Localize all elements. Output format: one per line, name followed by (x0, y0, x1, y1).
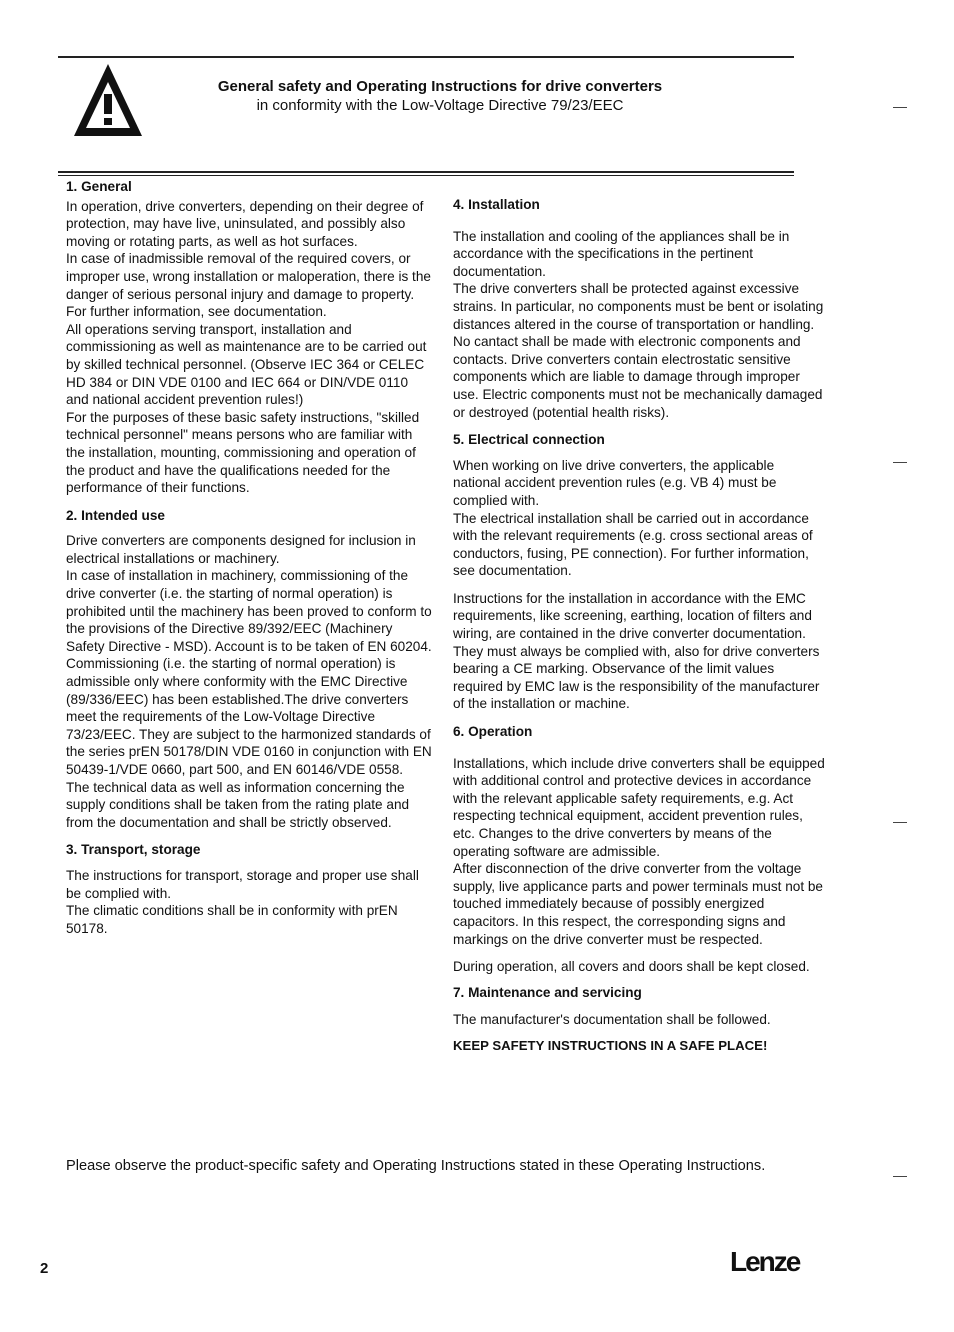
header-rule-lower (58, 175, 794, 176)
paragraph: The electrical installation shall be carried out in accordance with the relevant requirements (e.g. cross sectional areas of conductors, fusing, PE connection). For further information, see documentation. (453, 510, 813, 579)
section-heading-electrical-connection: 5. Electrical connection (453, 432, 605, 448)
paragraph: All operations serving transport, installation and commissioning as well as maintenance are to be carried out by skilled technical personnel. (Observe IEC 364 or CELEC HD 384 or DIN VDE 0100 and IEC 664 or DIN/VDE 0110 and national accident prevention rules!) (66, 321, 427, 408)
paragraph: The instructions for transport, storage and proper use shall be complied with. (66, 867, 419, 901)
left-column (66, 178, 434, 937)
paragraph: In operation, drive converters, depending on their degree of protection, may have live, uninsulated, and possibly also moving or rotating parts, as well as hot surfaces. (66, 198, 424, 249)
section-heading-general: 1. General (66, 179, 132, 194)
keep-safety-notice: KEEP SAFETY INSTRUCTIONS IN A SAFE PLACE! (453, 1037, 768, 1053)
section-heading-intended-use: 2. Intended use (66, 507, 165, 523)
top-rule (58, 56, 794, 58)
paragraph: In case of installation in machinery, commissioning of the drive converter (i.e. the starting of normal operation) is prohibited until the machinery has been proved to conform to the provisions of the Directive 89/392/EEC (Machinery Safety Directive - MSD). Account is to be taken of EN 60204. (66, 568, 432, 654)
margin-tick (893, 107, 907, 108)
paragraph: For the purposes of these basic safety instructions, "skilled technical personnel" means persons who are familiar with the installation, mounting, commissioning and operation of the product and have the qualifications needed for the performance of their functions. (66, 409, 420, 496)
section-heading-maintenance: 7. Maintenance and servicing (453, 984, 642, 1000)
header-rule-upper (58, 171, 794, 173)
brand-logo: Lenze (730, 1246, 800, 1277)
warning-triangle-icon (70, 60, 146, 142)
paragraph: Instructions for the installation in accordance with the EMC requirements, like screening, earthing, location of filters and wiring, are contained in the drive converter documentation. They must always be complied with, also for drive converters bearing a CE marking. Observance of the limit values required by EMC law is the responsibility of the manufacturer of the installation or machine. (453, 590, 820, 712)
paragraph: The installation and cooling of the appliances shall be in accordance with the specifications in the pertinent documentation. (453, 228, 790, 279)
margin-tick (893, 1176, 907, 1177)
document-subtitle: in conformity with the Low-Voltage Directive 79/23/EEC (256, 97, 624, 114)
paragraph: After disconnection of the drive converter from the voltage supply, live applicance parts and power terminals must not be touched immediately because of possibly energized capacitors. In this respect, the corresponding signs and markings on the drive converter must be respected. (453, 861, 823, 947)
section-heading-transport-storage: 3. Transport, storage (66, 842, 201, 858)
document-header (160, 77, 720, 115)
right-column (453, 178, 825, 1055)
paragraph: The drive converters shall be protected against excessive strains. In particular, no components must be bent or isolating distances altered in the course of transportation or handling. No cantact shall be made with electronic components and contacts. Drive converters contain electrostatic sensitive components which are liable to damage through improper use. Electric components must not be mechanically damaged or destroyed (potential health risks). (453, 281, 824, 420)
footer-note: Please observe the product-specific safety and Operating Instructions stated in these Operating Instructions. (66, 1158, 766, 1174)
paragraph: During operation, all covers and doors shall be kept closed. (453, 959, 810, 975)
margin-tick (893, 462, 907, 463)
document-title: General safety and Operating Instructions for drive converters (217, 78, 663, 95)
paragraph: The technical data as well as information concerning the supply conditions shall be taken from the rating plate and from the documentation and shall be strictly observed. (66, 779, 410, 830)
section-heading-installation: 4. Installation (453, 197, 540, 212)
section-heading-operation: 6. Operation (453, 724, 533, 740)
paragraph: When working on live drive converters, the applicable national accident prevention rules (e.g. VB 4) must be complied with. (453, 457, 777, 508)
paragraph: The climatic conditions shall be in conformity with prEN 50178. (66, 903, 398, 936)
paragraph: Installations, which include drive converters shall be equipped with additional control and protective devices in accordance with the relevant applicable safety requirements, e.g. Act respecting technical equipment, accident prevention rules, etc. Changes to the drive converters by means of the operating software are admissible. (453, 755, 825, 859)
page-number: 2 (40, 1260, 49, 1277)
margin-tick (893, 822, 907, 823)
paragraph: The manufacturer's documentation shall be followed. (453, 1012, 771, 1028)
paragraph: Commissioning (i.e. the starting of normal operation) is admissible only where conformity with the EMC Directive (89/336/EEC) has been established.The drive converters meet the requirements of the Low-Voltage Directive 73/23/EEC. They are subject to the harmonized standards of the series prEN 50178/DIN VDE 0160 in conjunction with EN 50439-1/VDE 0660, part 500, and EN 60146/VDE 0558. (66, 656, 432, 777)
paragraph: In case of inadmissible removal of the required covers, or improper use, wrong installation or maloperation, there is the danger of serious personal injury and damage to property. For further information, see documentation. (66, 251, 431, 320)
paragraph: Drive converters are components designed for inclusion in electrical installations or machinery. (66, 533, 416, 566)
